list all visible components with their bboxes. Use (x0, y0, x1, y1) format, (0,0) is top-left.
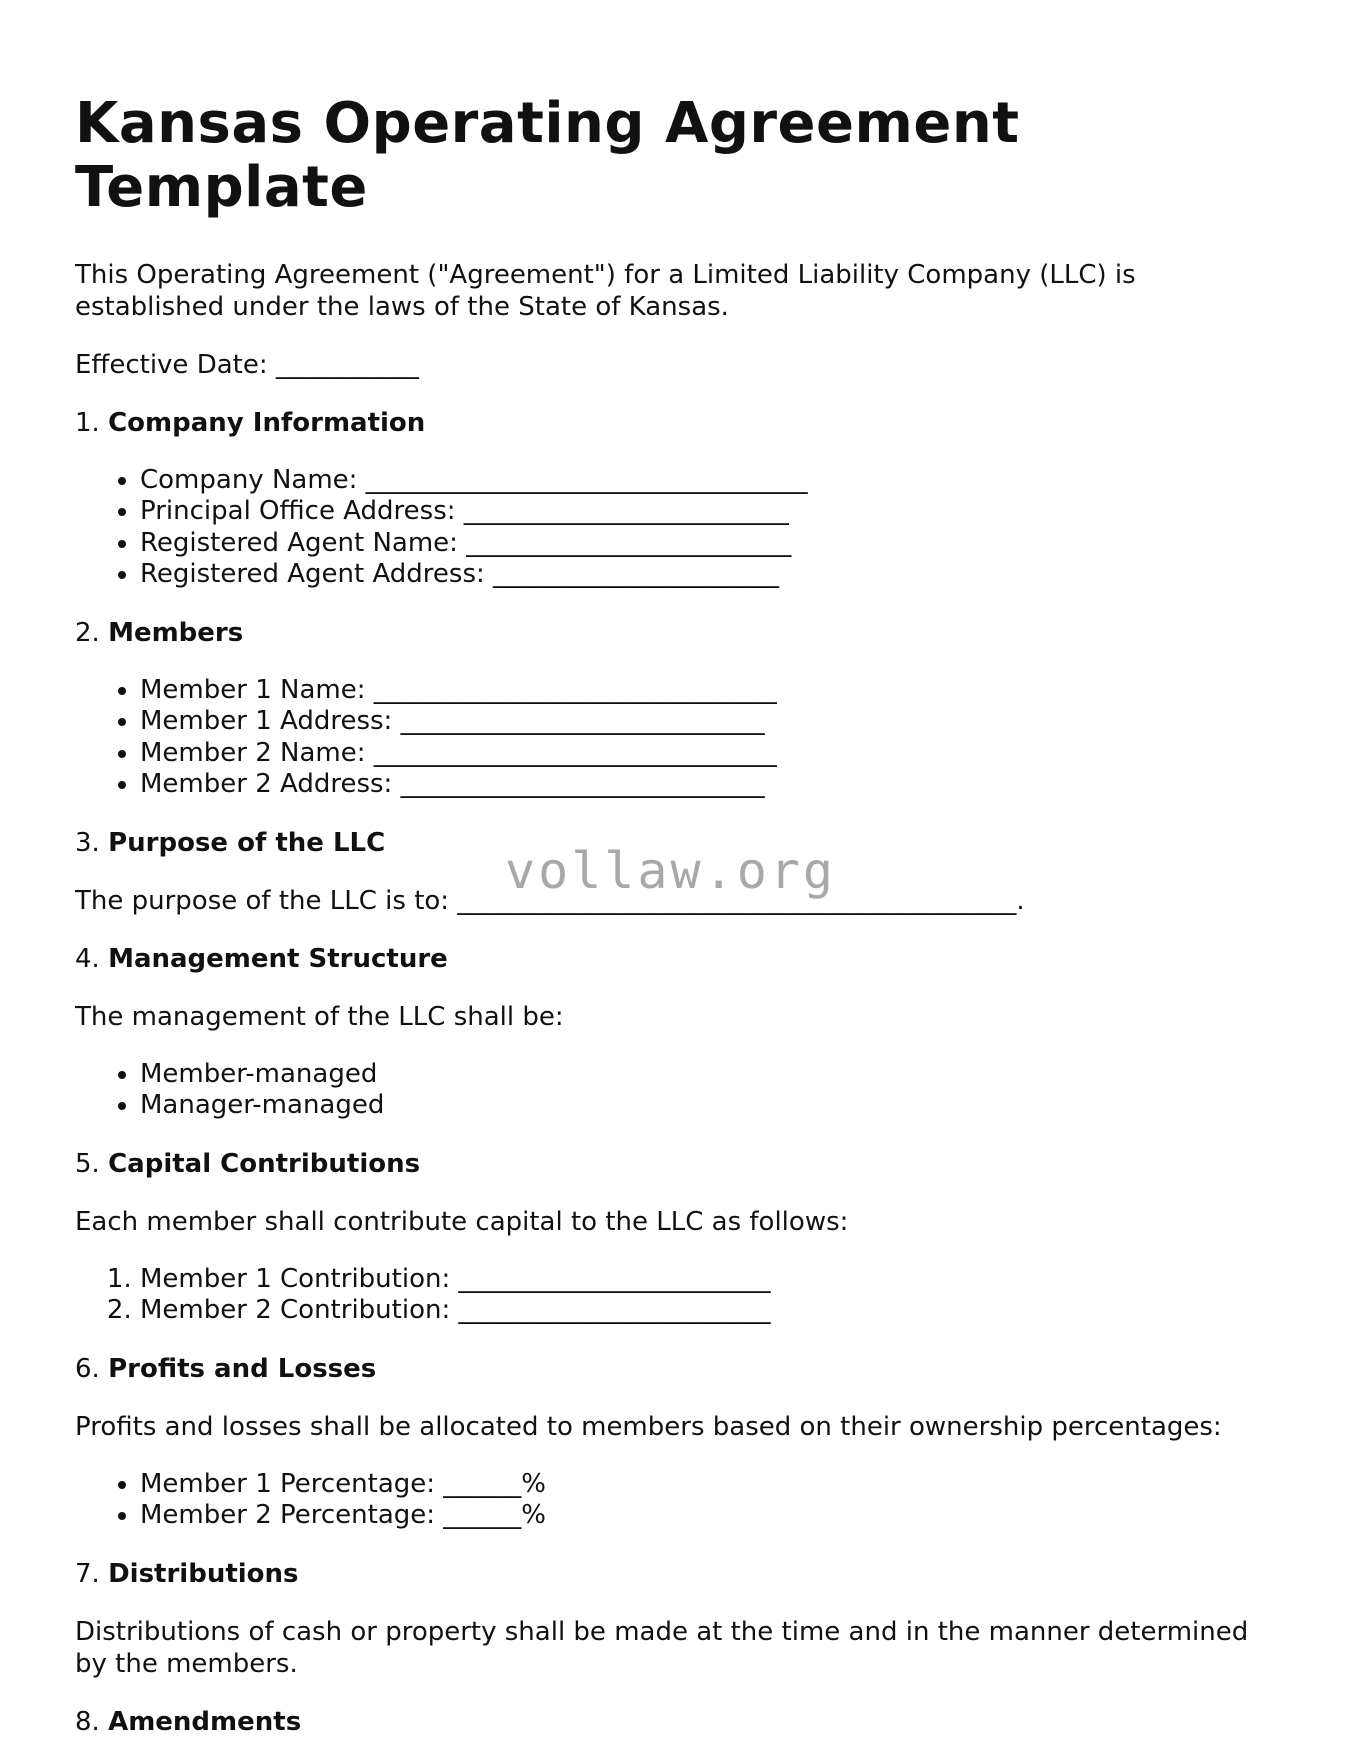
section-title: Amendments (108, 1706, 302, 1737)
section-number: 6. (75, 1353, 100, 1384)
list-item: • Registered Agent Name: _________________________ (140, 528, 1275, 560)
list-item: • Company Name: __________________________________ (140, 465, 1275, 497)
section-heading-members (75, 617, 1275, 649)
list-item: • Member 2 Percentage: ______% (140, 1500, 1275, 1532)
list-item: • Member 1 Percentage: ______% (140, 1469, 1275, 1501)
list-item: • Member 2 Name: _______________________________ (140, 738, 1275, 770)
capital-contributions-list (75, 1264, 1275, 1327)
section-title: Distributions (108, 1558, 299, 1589)
section-heading-management-structure (75, 943, 1275, 975)
list-item: • Registered Agent Address: ______________________ (140, 559, 1275, 591)
section-heading-distributions (75, 1558, 1275, 1590)
section-title: Capital Contributions (108, 1148, 421, 1179)
page-title: Kansas Operating Agreement Template (75, 91, 1020, 221)
management-paragraph: The management of the LLC shall be: (75, 1001, 564, 1032)
section-number: 3. (75, 827, 100, 858)
intro-paragraph: This Operating Agreement ("Agreement") for a Limited Liability Company (LLC) is established under the laws of the State of Kansas. (75, 259, 1136, 322)
purpose-paragraph: The purpose of the LLC is to: ___________________________________________. (75, 885, 1025, 916)
document-page (75, 92, 1275, 1764)
section-number: 5. (75, 1148, 100, 1179)
section-title: Company Information (108, 407, 426, 438)
section-number: 7. (75, 1558, 100, 1589)
list-item: 2. Member 2 Contribution: ________________________ (140, 1295, 1275, 1327)
section-title: Profits and Losses (108, 1353, 377, 1384)
distributions-paragraph: Distributions of cash or property shall be made at the time and in the manner determined by the members. (75, 1616, 1249, 1679)
section-number: 1. (75, 407, 100, 438)
list-item: • Member 1 Name: _______________________________ (140, 675, 1275, 707)
section-title: Management Structure (108, 943, 448, 974)
section-title: Purpose of the LLC (108, 827, 386, 858)
profits-paragraph: Profits and losses shall be allocated to members based on their ownership percentages: (75, 1411, 1222, 1442)
list-item: • Member 2 Address: ____________________________ (140, 769, 1275, 801)
section-title: Members (108, 617, 244, 648)
effective-date-field: Effective Date: ___________ (75, 349, 419, 380)
section-heading-amendments (75, 1706, 1275, 1738)
list-item: • Manager-managed (140, 1090, 1275, 1122)
watermark-text: vollaw.org (505, 842, 837, 900)
section-heading-profits-losses (75, 1353, 1275, 1385)
list-item: • Principal Office Address: _________________________ (140, 496, 1275, 528)
management-options-list (75, 1059, 1275, 1122)
section-number: 4. (75, 943, 100, 974)
section-number: 2. (75, 617, 100, 648)
list-item: • Member 1 Address: ____________________________ (140, 706, 1275, 738)
capital-paragraph: Each member shall contribute capital to the LLC as follows: (75, 1206, 849, 1237)
section-heading-company-information (75, 407, 1275, 439)
list-item: • Member-managed (140, 1059, 1275, 1091)
company-information-list (75, 465, 1275, 591)
section-number: 8. (75, 1706, 100, 1737)
section-heading-purpose (75, 827, 1275, 859)
list-item: 1. Member 1 Contribution: ________________________ (140, 1264, 1275, 1296)
members-list (75, 675, 1275, 801)
percentages-list (75, 1469, 1275, 1532)
section-heading-capital-contributions (75, 1148, 1275, 1180)
